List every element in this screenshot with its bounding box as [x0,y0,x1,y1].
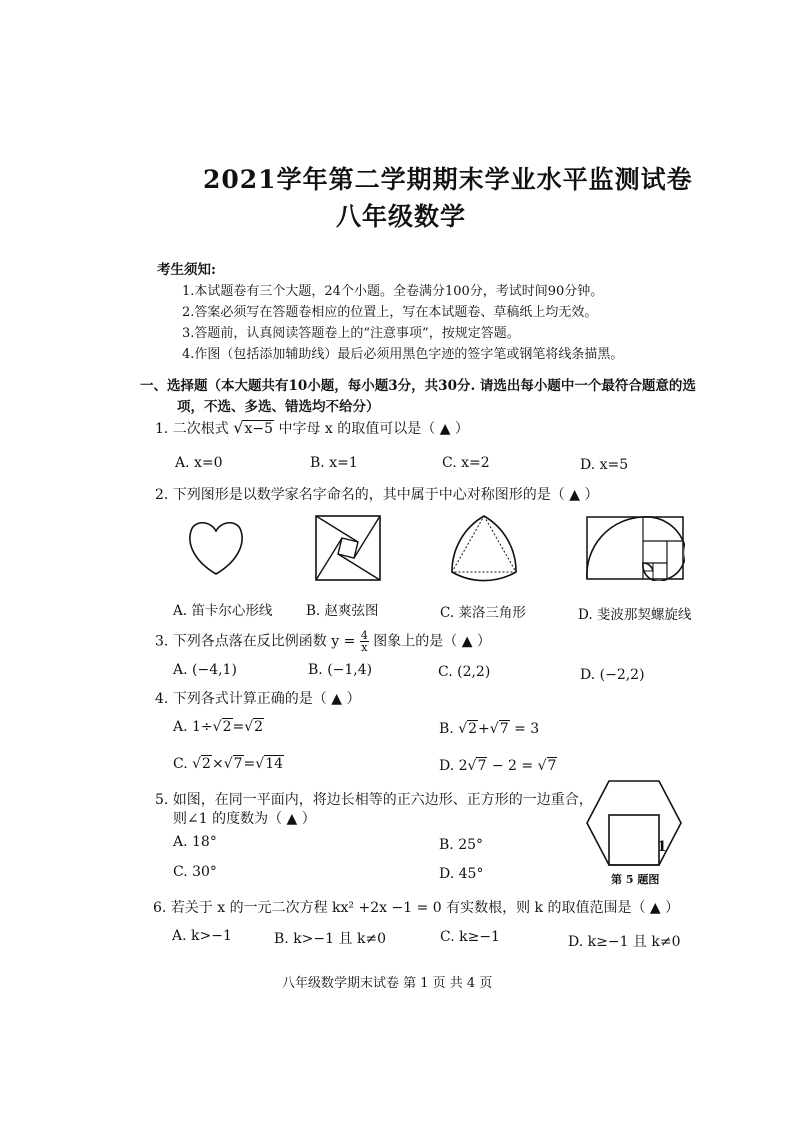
q2-caption-d: D. 斐波那契螺旋线 [578,607,692,623]
q4-a-radicand2: 2 [254,719,264,735]
q3-suffix: 图象上的是（ ▲ ） [373,633,491,650]
q4-b-label: B. [439,721,454,737]
reuleaux-triangle-figure [446,512,522,584]
q1-option-d: D. x=5 [580,457,629,473]
q3-option-a: A. (−4,1) [173,662,237,678]
q5-option-b: B. 25° [439,837,484,853]
q3-option-d: D. (−2,2) [580,667,645,683]
q3-frac-den: x [361,641,368,654]
q6-option-a: A. k>−1 [172,928,232,944]
q4-a-mid: = [232,719,245,735]
hexagon-square-figure [584,778,684,868]
q4-c-label: C. [173,756,188,772]
q5-option-a: A. 18° [173,834,217,850]
q4-b-mid: + [478,721,490,737]
q6-option-c: C. k≥−1 [440,929,500,945]
q4-d-radicand2: 7 [547,758,557,774]
q5-angle-label: 1 [657,839,667,855]
q4-d-radicand1: 7 [477,758,487,774]
q4-d-mid: − 2 = [491,758,534,774]
exam-subtitle: 八年级数学 [336,202,467,231]
q4-d-label: D. 2 [439,758,468,774]
q4-option-b: B. √2+√7 = 3 [439,721,540,737]
q6-option-d: D. k≥−1 且 k≠0 [568,934,681,950]
q2-caption-a: A. 笛卡尔心形线 [173,603,273,619]
notice-heading: 考生须知: [157,262,216,278]
zhao-shuang-figure [314,514,382,582]
q4-c-mid: × [211,756,224,772]
q4-c-radicand1: 2 [202,756,211,772]
question-6: 6. 若关于 x 的一元二次方程 kx² +2x −1 = 0 有实数根，则 k 的取值范围是（ ▲ ） [153,900,680,916]
q1-suffix: 中字母 x 的取值可以是（ ▲ ） [278,421,469,437]
q5-option-d: D. 45° [439,866,484,882]
q2-caption-b: B. 赵爽弦图 [306,603,379,619]
question-4: 4. 下列各式计算正确的是（ ▲ ） [155,691,361,707]
section-heading: 一、选择题（本大题共有10小题，每小题3分，共30分. 请选出每小题中一个最符合题意的选 [140,378,696,394]
q1-option-a: A. x=0 [175,455,223,471]
q5-figure-label: 第 5 题图 [611,873,660,886]
q4-a-label: A. 1÷ [173,719,213,735]
question-3 [155,630,491,653]
q4-option-a: A. 1÷√2=√2 [173,719,264,735]
question-5-line1: 5. 如图，在同一平面内，将边长相等的正六边形、正方形的一边重合， [155,792,593,808]
notice-item: 1.本试题卷有三个大题，24个小题。全卷满分100分，考试时间90分钟。 [182,284,604,299]
q3-option-c: C. (2,2) [438,664,491,680]
q4-option-c: C. √2×√7=√14 [173,756,284,772]
q1-prefix: 1. 二次根式 [155,421,229,437]
q3-option-b: B. (−1,4) [308,662,373,678]
q4-b-end: = 3 [514,721,540,737]
page-footer: 八年级数学期末试卷 第 1 页 共 4 页 [282,976,493,991]
question-1: 1. 二次根式 √x−5 中字母 x 的取值可以是（ ▲ ） [155,418,469,437]
q6-option-b: B. k>−1 且 k≠0 [274,931,387,947]
q4-a-radicand1: 2 [222,719,232,735]
exam-title: 2021学年第二学期期末学业水平监测试卷 [203,165,693,194]
q3-fraction [360,630,369,653]
question-5-line2: 则∠1 的度数为（ ▲ ） [173,811,316,827]
question-2: 2. 下列图形是以数学家名字命名的，其中属于中心对称图形的是（ ▲ ） [155,487,599,503]
q3-frac-num: 4 [360,629,368,642]
q4-c-radicand3: 14 [265,756,284,772]
q3-prefix: 3. 下列各点落在反比例函数 y = [155,633,356,650]
notice-item: 4.作图（包括添加辅助线）最后必须用黑色字迹的签字笔或钢笔将线条描黑。 [182,347,624,362]
notice-item: 2.答案必须写在答题卷相应的位置上，写在本试题卷、草稿纸上均无效。 [182,305,598,320]
fibonacci-spiral-figure [585,515,685,581]
section-heading-cont: 项，不选、多选、错选均不给分） [177,399,380,415]
q4-b-radicand1: 2 [468,721,478,737]
q4-c-radicand2: 7 [233,756,243,772]
q1-option-b: B. x=1 [310,455,358,471]
q1-radicand: x−5 [244,421,274,437]
q2-caption-c: C. 莱洛三角形 [440,605,526,621]
cardioid-figure [184,517,248,577]
q4-c-mid2: = [243,756,256,772]
q5-option-c: C. 30° [173,864,217,880]
q4-b-radicand2: 7 [499,721,509,737]
q1-option-c: C. x=2 [442,455,490,471]
notice-item: 3.答题前，认真阅读答题卷上的“注意事项”，按规定答题。 [182,326,520,341]
q4-option-d: D. 2√7 − 2 = √7 [439,758,557,774]
